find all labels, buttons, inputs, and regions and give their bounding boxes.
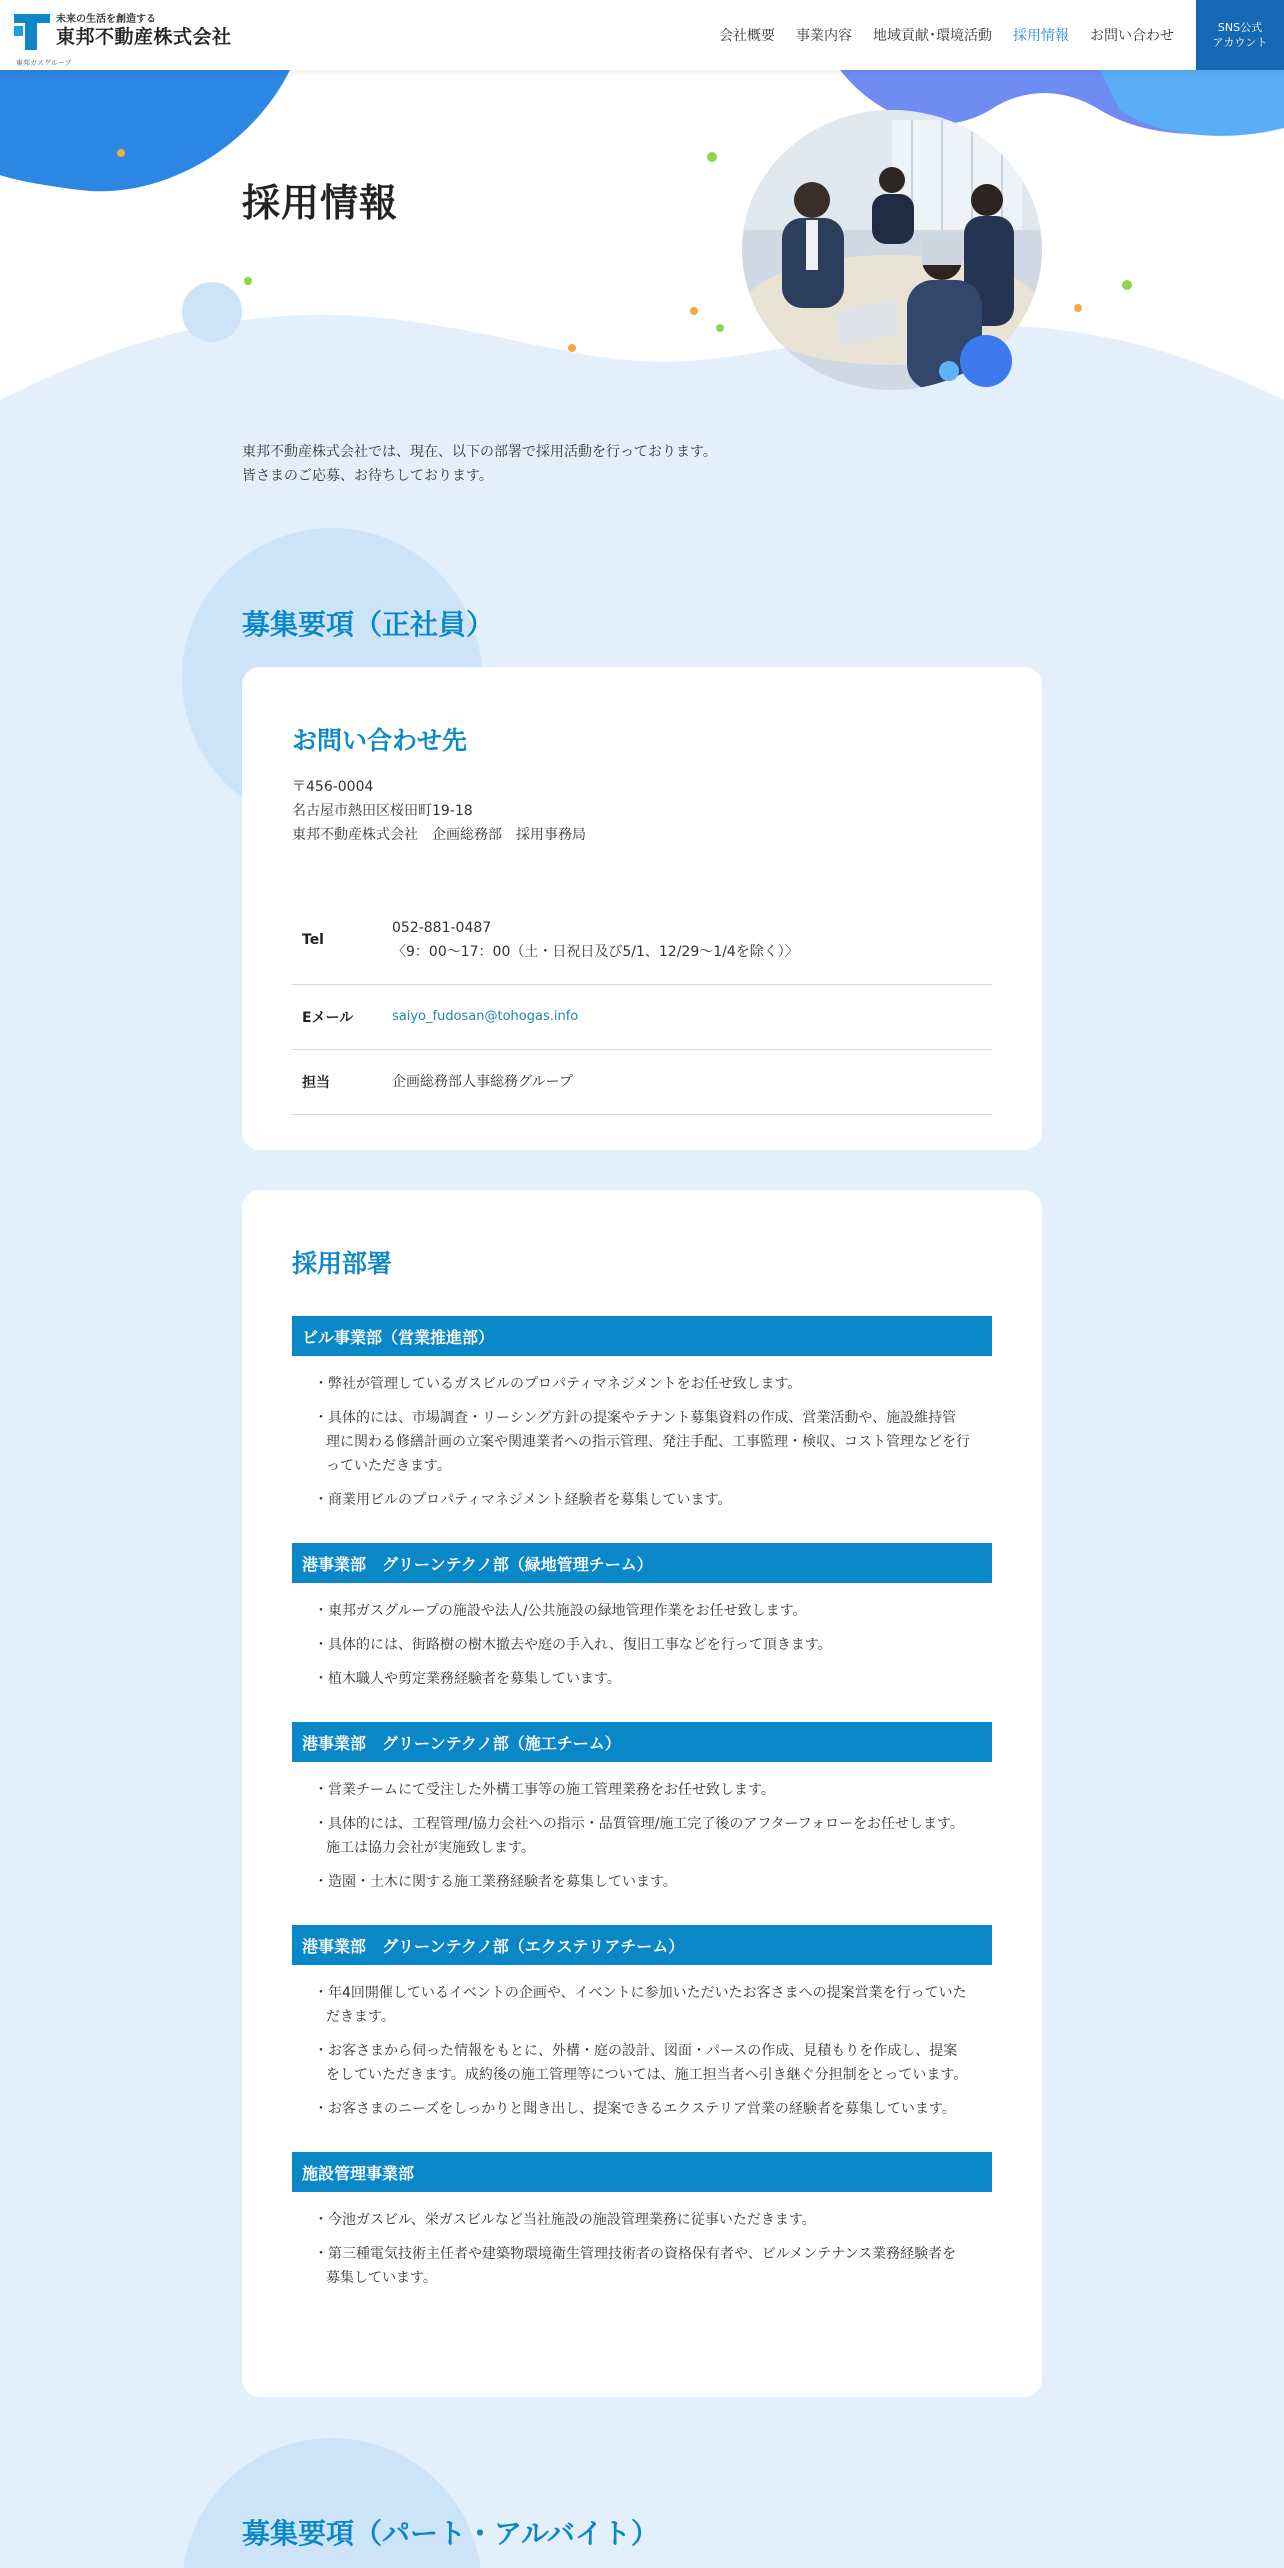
departments-card — [242, 1190, 1042, 2397]
logo-mark-icon — [14, 14, 50, 50]
tel-label: Tel — [302, 931, 324, 948]
list-item: ・具体的には、工程管理/協力会社への指示・品質管理/施工完了後のアフターフォローをお任せします。施工は協力会社が実施致します。 — [314, 1816, 964, 1856]
table-row — [292, 895, 992, 985]
site-logo[interactable] — [14, 14, 232, 67]
nav-business[interactable]: 事業内容 — [796, 28, 852, 44]
dept-title: 港事業部 グリーンテクノ部（緑地管理チーム） — [292, 1543, 992, 1583]
section-title-fulltime: 募集要項（正社員） — [242, 608, 495, 641]
section-title-parttime: 募集要項（パート・アルバイト） — [242, 2517, 659, 2550]
contact-card — [242, 667, 1042, 1150]
list-item: ・営業チームにて受注した外構工事等の施工管理業務をお任せ致します。 — [314, 1782, 775, 1798]
postal-code: 〒456-0004 — [292, 779, 374, 795]
logo-tagline: 未来の生活を創造する — [56, 14, 156, 25]
dept-duty-list — [292, 1356, 992, 1512]
email-label: Eメール — [302, 1010, 354, 1026]
email-link[interactable]: saiyo_fudosan@tohogas.info — [392, 1009, 579, 1024]
dept-block — [292, 1543, 992, 1691]
contact-info-table — [292, 895, 992, 1115]
list-item: ・お客さまから伺った情報をもとに、外構・庭の設計、図面・パースの作成、見積もりを作成し、提案をしていただきます。成約後の施工管理等については、施工担当者へ引き継ぐ分担制をとっています。 — [314, 2043, 968, 2083]
list-item: ・今池ガスビル、栄ガスビルなど当社施設の施設管理業務に従事いただきます。 — [314, 2212, 816, 2228]
page-title: 採用情報 — [242, 181, 399, 225]
list-item: ・年4回開催しているイベントの企画や、イベントに参加いただいたお客さまへの提案営業を行っていただきます。 — [314, 1985, 967, 2025]
nav-recruit[interactable]: 採用情報 — [1013, 28, 1069, 44]
dept-title: 施設管理事業部 — [292, 2152, 992, 2192]
site-header — [0, 0, 1284, 70]
contact-heading: お問い合わせ先 — [292, 726, 468, 755]
list-item: ・東邦ガスグループの施設や法人/公共施設の緑地管理作業をお任せ致します。 — [314, 1603, 807, 1619]
logo-company-name: 東邦不動産株式会社 — [56, 26, 232, 48]
intro-text — [242, 440, 717, 488]
intro-line-1: 東邦不動産株式会社では、現在、以下の部署で採用活動を行っております。 — [242, 444, 717, 460]
tel-hours: 〈9：00〜17：00（土・日祝日及び5/1、12/29〜1/4を除く）〉 — [392, 943, 799, 960]
sns-label-line2: アカウント — [1212, 36, 1268, 49]
list-item: ・商業用ビルのプロパティマネジメント経験者を募集しています。 — [314, 1492, 732, 1508]
street-address: 名古屋市熱田区桜田町19-18 — [292, 803, 473, 819]
hero-deco-circle-small — [939, 361, 959, 381]
list-item: ・第三種電気技術主任者や建築物環境衛生管理技術者の資格保有者や、ビルメンテナンス業務経験者を募集しています。 — [314, 2246, 957, 2286]
list-item: ・植木職人や剪定業務経験者を募集しています。 — [314, 1671, 621, 1687]
nav-company[interactable]: 会社概要 — [719, 28, 775, 44]
sns-label-line1: SNS公式 — [1217, 21, 1263, 34]
global-nav — [698, 0, 1174, 70]
dept-block — [292, 1316, 992, 1512]
intro-line-2: 皆さまのご応募、お待ちしております。 — [242, 468, 493, 484]
person-label: 担当 — [302, 1075, 330, 1091]
contact-address — [292, 775, 992, 847]
list-item: ・造園・土木に関する施工業務経験者を募集しています。 — [314, 1874, 677, 1890]
dept-block — [292, 2152, 992, 2290]
office-name: 東邦不動産株式会社 企画総務部 採用事務局 — [292, 827, 586, 843]
list-item: ・お客さまのニーズをしっかりと聞き出し、提案できるエクステリア営業の経験者を募集しています。 — [314, 2101, 956, 2117]
sns-accounts-button[interactable] — [1196, 0, 1284, 70]
departments-heading: 採用部署 — [292, 1249, 393, 1278]
dept-block — [292, 1722, 992, 1894]
table-row — [292, 985, 992, 1050]
table-row — [292, 1050, 992, 1115]
person-value: 企画総務部人事総務グループ — [392, 1074, 573, 1090]
dept-title: 港事業部 グリーンテクノ部（施工チーム） — [292, 1722, 992, 1762]
dept-block — [292, 1925, 992, 2121]
list-item: ・弊社が管理しているガスビルのプロパティマネジメントをお任せ致します。 — [314, 1376, 802, 1392]
dept-title: 港事業部 グリーンテクノ部（エクステリアチーム） — [292, 1925, 992, 1965]
dept-title: ビル事業部（営業推進部） — [292, 1316, 992, 1356]
list-item: ・具体的には、市場調査・リーシング方針の提案やテナント募集資料の作成、営業活動や、施設維持管理に関わる修繕計画の立案や関連業者への指示管理、発注手配、工事監理・検収、コスト管理などを行っていただきます。 — [314, 1410, 970, 1474]
nav-contact[interactable]: お問い合わせ — [1090, 28, 1174, 44]
dept-duty-list — [292, 2192, 992, 2290]
tel-number[interactable]: 052-881-0487 — [392, 919, 492, 936]
dept-duty-list — [292, 1583, 992, 1691]
list-item: ・具体的には、街路樹の樹木撤去や庭の手入れ、復旧工事などを行って頂きます。 — [314, 1637, 832, 1653]
logo-group-label: 東邦ガスグループ — [16, 59, 72, 67]
dept-duty-list — [292, 1965, 992, 2121]
dept-duty-list — [292, 1762, 992, 1894]
hero-deco-circle-large — [960, 335, 1012, 387]
nav-community[interactable]: 地域貢献･環境活動 — [873, 28, 992, 44]
